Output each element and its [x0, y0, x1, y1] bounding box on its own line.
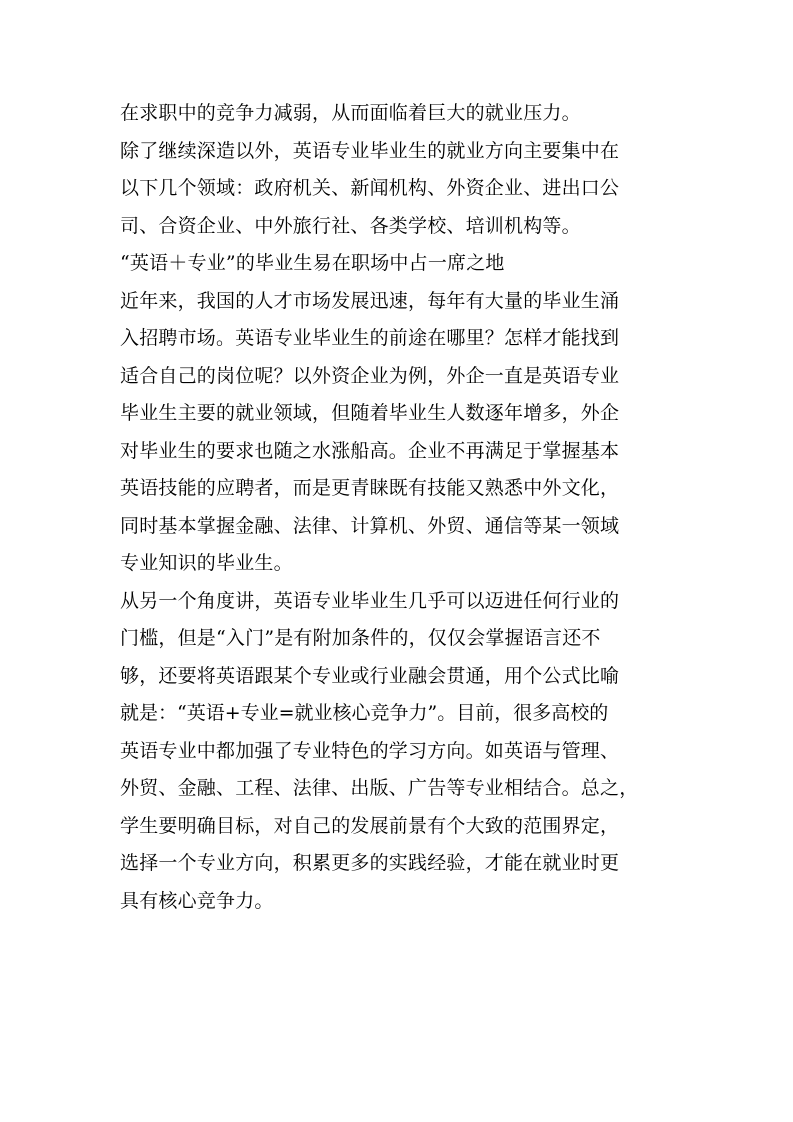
text-line: 英语技能的应聘者，而是更青睐既有技能又熟悉中外文化， [120, 477, 620, 499]
text-line: 具有核心竞争力。 [120, 889, 274, 912]
text-line: 司、合资企业、中外旅行社、各类学校、培训机构等。 [120, 214, 581, 237]
text-line: 就是：“英语+专业=就业核心竞争力”。目前，很多高校的 [120, 702, 609, 724]
text-line: 以下几个领域：政府机关、新闻机构、外资企业、进出口公 [120, 177, 620, 199]
text-line: 近年来，我国的人才市场发展迅速，每年有大量的毕业生涌 [120, 289, 620, 312]
text-line: 毕业生主要的就业领域，但随着毕业生人数逐年增多，外企 [120, 402, 620, 424]
section-heading: “英语＋专业”的毕业生易在职场中占一席之地 [120, 252, 505, 274]
text-line: 选择一个专业方向，积累更多的实践经验，才能在就业时更 [120, 852, 620, 874]
document-body [120, 95, 676, 920]
text-line: 学生要明确目标，对自己的发展前景有个大致的范围界定， [120, 814, 620, 837]
text-line: 专业知识的毕业生。 [120, 552, 293, 574]
text-line: 除了继续深造以外，英语专业毕业生的就业方向主要集中在 [120, 139, 620, 162]
text-line: 英语专业中都加强了专业特色的学习方向。如英语与管理、 [120, 739, 620, 762]
text-line: 从另一个角度讲，英语专业毕业生几乎可以迈进任何行业的 [120, 589, 620, 612]
text-line: 外贸、金融、工程、法律、出版、广告等专业相结合。总之， [120, 777, 639, 799]
text-line: 在求职中的竞争力减弱，从而面临着巨大的就业压力。 [120, 102, 581, 124]
text-line: 够，还要将英语跟某个专业或行业融会贯通，用个公式比喻 [120, 664, 620, 687]
text-line: 适合自己的岗位呢？以外资企业为例，外企一直是英语专业 [120, 364, 620, 387]
text-line: 同时基本掌握金融、法律、计算机、外贸、通信等某一领域 [120, 514, 620, 537]
text-line: 对毕业生的要求也随之水涨船高。企业不再满足于掌握基本 [120, 439, 620, 462]
text-line: 入招聘市场。英语专业毕业生的前途在哪里？怎样才能找到 [120, 327, 620, 349]
text-line: 门槛，但是“入门”是有附加条件的，仅仅会掌握语言还不 [120, 627, 601, 649]
